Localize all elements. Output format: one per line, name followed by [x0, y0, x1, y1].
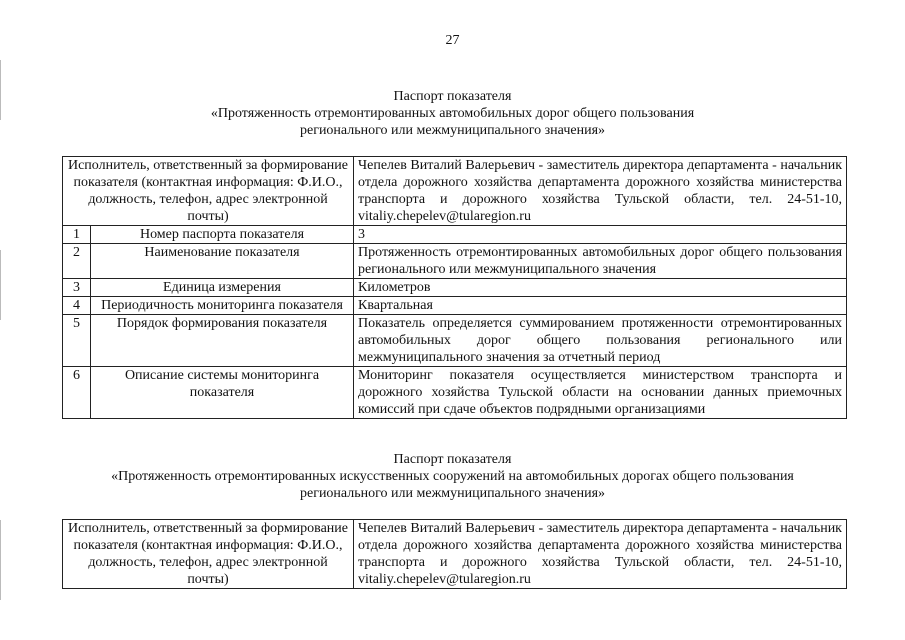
table-row	[63, 315, 847, 367]
executor-label: Исполнитель, ответственный за формирование показателя (контактная информация: Ф.И.О., должность, телефон, адрес электронной почты)	[63, 520, 354, 589]
scan-edge-mark	[0, 250, 1, 320]
row-value: Протяженность отремонтированных автомобильных дорог общего пользования регионального или межмуниципального значения	[354, 244, 847, 279]
executor-value: Чепелев Виталий Валерьевич - заместитель директора департамента - начальник отдела дорожного хозяйства департамента дорожного хозяйства министерства транспорта и дорожного хозяйства Тульской области, тел. 24-51-10, vitaliy.chepelev@tularegion.ru	[354, 157, 847, 226]
indicator-name-line: «Протяженность отремонтированных искусственных сооружений на автомобильных дорогах общего пользования	[111, 469, 794, 484]
row-value: Мониторинг показателя осуществляется министерством транспорта и дорожного хозяйства Тульской области на основании данных приемочных комиссий при сдаче объектов подрядными организациями	[354, 367, 847, 419]
scan-edge-mark	[0, 520, 1, 600]
row-label: Порядок формирования показателя	[91, 315, 354, 367]
indicator-name-line: «Протяженность отремонтированных автомобильных дорог общего пользования	[210, 106, 695, 121]
table-row	[63, 244, 847, 279]
table-row	[63, 157, 847, 226]
row-value: Квартальная	[354, 297, 847, 315]
passport-table	[62, 156, 847, 419]
passport-heading	[0, 88, 905, 139]
table-row	[63, 279, 847, 297]
row-value: 3	[354, 226, 847, 244]
executor-label: Исполнитель, ответственный за формирование показателя (контактная информация: Ф.И.О., должность, телефон, адрес электронной почты)	[63, 157, 354, 226]
row-label: Наименование показателя	[91, 244, 354, 279]
row-value: Показатель определяется суммированием протяженности отремонтированных автомобильных дорог общего пользования регионального или межмуниципального значения за отчетный период	[354, 315, 847, 367]
row-label: Периодичность мониторинга показателя	[91, 297, 354, 315]
table-row	[63, 367, 847, 419]
passport-heading	[0, 451, 905, 502]
row-number: 1	[63, 226, 91, 244]
passport-title: Паспорт показателя	[393, 452, 512, 467]
indicator-name-line: регионального или межмуниципального значения»	[299, 123, 606, 138]
row-label: Номер паспорта показателя	[91, 226, 354, 244]
row-number: 6	[63, 367, 91, 419]
executor-value: Чепелев Виталий Валерьевич - заместитель директора департамента - начальник отдела дорожного хозяйства департамента дорожного хозяйства министерства транспорта и дорожного хозяйства Тульской области, тел. 24-51-10, vitaliy.chepelev@tularegion.ru	[354, 520, 847, 589]
indicator-name-line: регионального или межмуниципального значения»	[299, 486, 606, 501]
passport-table	[62, 519, 847, 589]
row-number: 4	[63, 297, 91, 315]
row-number: 3	[63, 279, 91, 297]
row-value: Километров	[354, 279, 847, 297]
row-number: 5	[63, 315, 91, 367]
table-row	[63, 520, 847, 589]
row-label: Единица измерения	[91, 279, 354, 297]
table-row	[63, 226, 847, 244]
page-number: 27	[445, 33, 460, 48]
row-label: Описание системы мониторинга показателя	[91, 367, 354, 419]
row-number: 2	[63, 244, 91, 279]
table-row	[63, 297, 847, 315]
passport-title: Паспорт показателя	[393, 89, 512, 104]
